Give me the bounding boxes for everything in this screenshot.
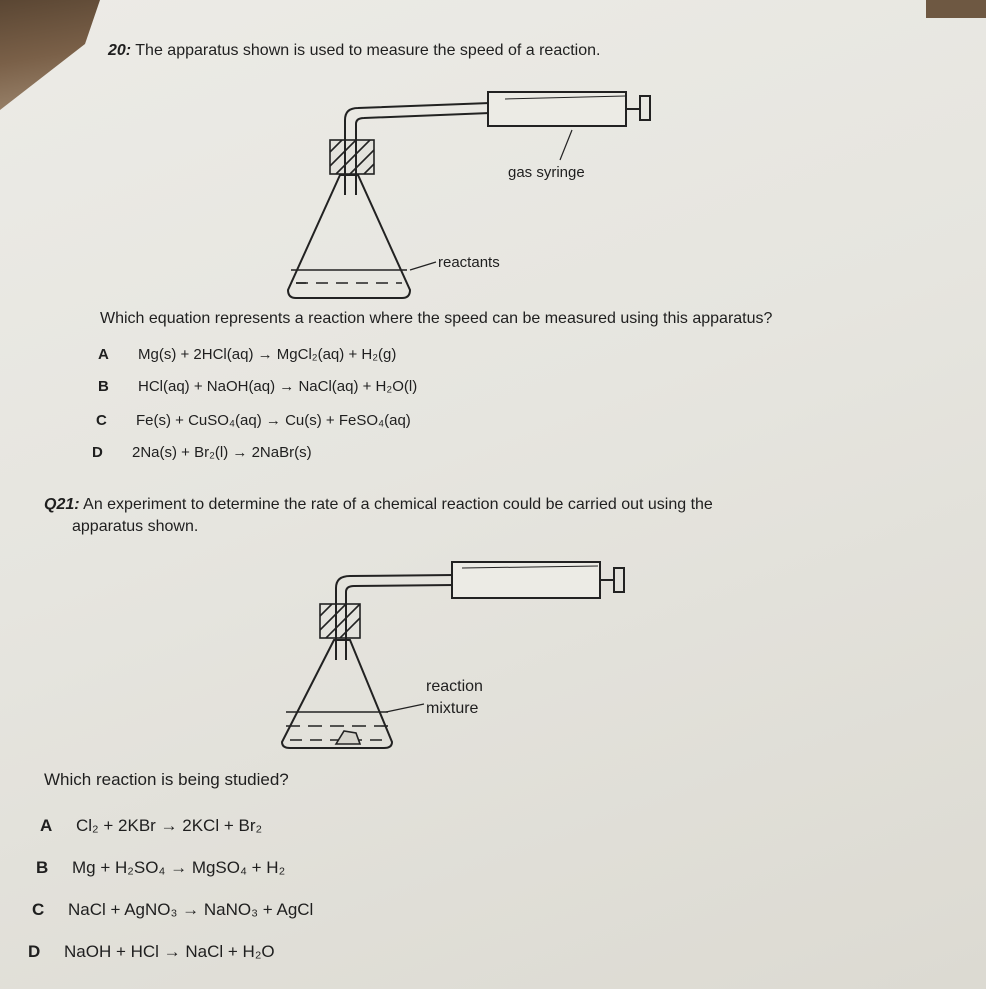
q21-option-d xyxy=(28,942,275,962)
q21-question: Which reaction is being studied? xyxy=(44,770,289,789)
stopper-2 xyxy=(320,604,360,638)
q20-header xyxy=(108,42,600,60)
option-letter: B xyxy=(98,378,109,395)
q20-option-c xyxy=(96,412,411,429)
option-equation: Mg + H₂SO₄ → MgSO₄ + H₂ xyxy=(72,858,286,877)
q20-number: 20: xyxy=(108,42,132,59)
reactants-label: reactants xyxy=(438,254,500,271)
delivery-tube xyxy=(345,103,490,195)
option-letter: A xyxy=(98,346,109,363)
q20-question: Which equation represents a reaction where the speed can be measured using this apparatus? xyxy=(100,310,773,327)
option-letter: D xyxy=(92,444,103,461)
background-wood-edge xyxy=(926,0,986,18)
reactants-leader-line xyxy=(410,262,436,270)
background-wood-corner xyxy=(0,0,100,110)
q21-intro-line1: An experiment to determine the rate of a chemical reaction could be carried out using the xyxy=(83,496,713,513)
q20-intro: The apparatus shown is used to measure the speed of a reaction. xyxy=(135,42,601,59)
stopper xyxy=(330,140,374,174)
option-letter: A xyxy=(40,816,53,835)
gas-syringe-2 xyxy=(452,562,624,598)
reactants-liquid xyxy=(291,270,407,283)
option-equation: Cl₂ + 2KBr → 2KCl + Br₂ xyxy=(76,816,263,835)
syringe-leader-line xyxy=(560,130,572,160)
reaction-mixture-liquid xyxy=(286,712,388,740)
mixture-leader-line xyxy=(386,704,424,712)
option-equation: HCl(aq) + NaOH(aq) → NaCl(aq) + H₂O(l) xyxy=(138,378,418,395)
conical-flask-2 xyxy=(282,640,392,748)
option-letter: C xyxy=(32,900,45,919)
q21-intro-line2: apparatus shown. xyxy=(72,518,199,535)
option-equation: 2Na(s) + Br₂(l) → 2NaBr(s) xyxy=(132,444,312,461)
q20-option-b xyxy=(98,378,417,395)
option-letter: C xyxy=(96,412,107,429)
reaction-label: reaction xyxy=(426,678,483,695)
q20-option-d xyxy=(92,444,312,461)
q21-header xyxy=(44,496,944,514)
gas-syringe-label: gas syringe xyxy=(508,164,585,181)
q21-option-c xyxy=(32,900,313,920)
option-letter: D xyxy=(28,942,41,961)
option-equation: NaOH + HCl → NaCl + H₂O xyxy=(64,942,275,961)
option-equation: NaCl + AgNO₃ → NaNO₃ + AgCl xyxy=(68,900,314,919)
mixture-label: mixture xyxy=(426,700,479,717)
option-equation: Fe(s) + CuSO₄(aq) → Cu(s) + FeSO₄(aq) xyxy=(136,412,411,429)
conical-flask xyxy=(288,175,410,298)
option-equation: Mg(s) + 2HCl(aq) → MgCl₂(aq) + H₂(g) xyxy=(138,346,397,363)
q21-number: Q21: xyxy=(44,496,80,513)
q21-option-b xyxy=(36,858,285,878)
solid-lump xyxy=(336,731,360,744)
option-letter: B xyxy=(36,858,49,877)
delivery-tube-2 xyxy=(336,575,454,660)
q21-option-a xyxy=(40,816,262,836)
q20-option-a xyxy=(98,346,396,363)
gas-syringe xyxy=(488,92,650,126)
